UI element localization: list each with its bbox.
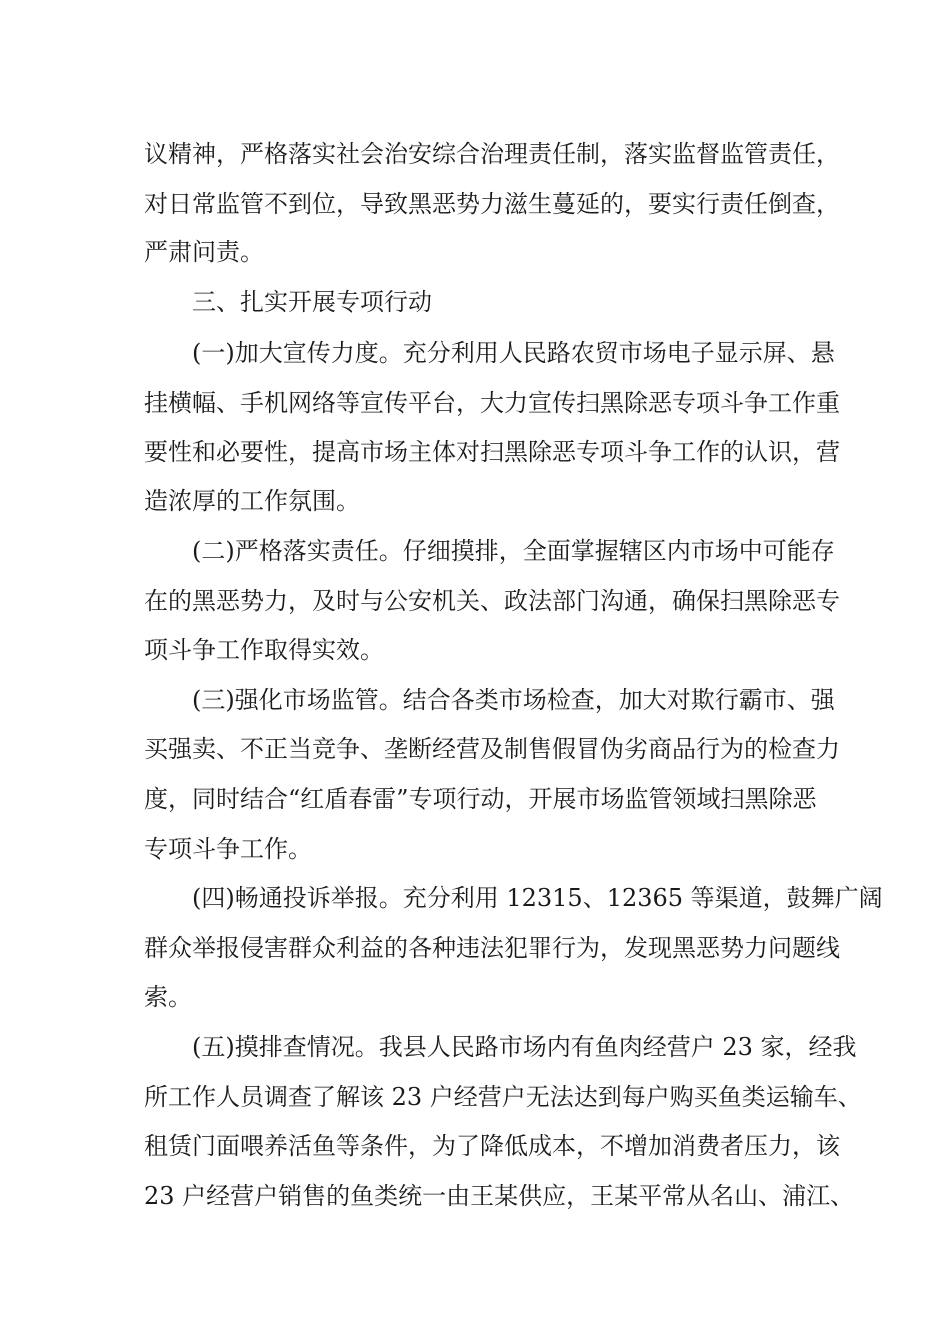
line-text: 度，同时结合“红盾春雷”专项行动，开展市场监管领域扫黑除恶 [144,785,817,813]
paragraph-line [0,672,950,728]
line-text: (四)畅通投诉举报。充分利用 12315、12365 等渠道，鼓舞广阔 [192,884,883,912]
paragraph-line [0,721,950,777]
line-text: (五)摸排查情况。我县人民路市场内有鱼肉经营户 23 家，经我 [192,1033,857,1061]
line-text: 对日常监管不到位，导致黑恶势力滋生蔓延的，要实行责任倒查， [144,190,840,218]
paragraph-line [0,473,950,529]
line-text: 23 户经营户销售的鱼类统一由王某供应，王某平常从名山、浦江、 [144,1182,855,1210]
line-text: 租赁门面喂养活鱼等条件，为了降低成本，不增加消费者压力，该 [144,1132,840,1160]
line-text: 要性和必要性，提高市场主体对扫黑除恶专项斗争工作的认识，营 [144,438,840,466]
paragraph-line [0,870,950,926]
line-text: 议精神，严格落实社会治安综合治理责任制，落实监督监管责任， [144,140,840,168]
line-text: 造浓厚的工作氛围。 [144,487,360,515]
line-text: 在的黑恶势力，及时与公安机关、政法部门沟通，确保扫黑除恶专 [144,587,840,615]
section-heading-text: 三、扎实开展专项行动 [192,288,432,316]
paragraph-line [0,622,950,678]
line-text: (一)加大宣传力度。充分利用人民路农贸市场电子显示屏、悬 [192,339,835,367]
paragraph-line [0,424,950,480]
line-text: 专项斗争工作。 [144,835,312,863]
paragraph-line [0,573,950,629]
line-text: 买强卖、不正当竞争、垄断经营及制售假冒伪劣商品行为的检查力 [144,735,840,763]
line-text: 所工作人员调查了解该 23 户经营户无法达到每户购买鱼类运输车、 [144,1083,862,1111]
paragraph-line [0,771,950,827]
paragraph-line [0,325,950,381]
section-heading [0,274,950,330]
paragraph-line [0,821,950,877]
paragraph-line [0,1069,950,1125]
paragraph-line [0,375,950,431]
paragraph-line [0,969,950,1025]
paragraph-line [0,224,950,280]
line-text: (三)强化市场监管。结合各类市场检查，加大对欺行霸市、强 [192,686,835,714]
paragraph-line [0,1118,950,1174]
line-text: 挂横幅、手机网络等宣传平台，大力宣传扫黑除恶专项斗争工作重 [144,389,840,417]
paragraph-line [0,1168,950,1224]
line-text: 群众举报侵害群众利益的各种违法犯罪行为，发现黑恶势力问题线 [144,934,840,962]
paragraph-line [0,1019,950,1075]
paragraph-line [0,126,950,182]
paragraph-line [0,920,950,976]
line-text: 项斗争工作取得实效。 [144,636,384,664]
line-text: 严肃问责。 [144,238,264,266]
line-text: 索。 [144,983,192,1011]
paragraph-line [0,523,950,579]
line-text: (二)严格落实责任。仔细摸排，全面掌握辖区内市场中可能存 [192,537,835,565]
